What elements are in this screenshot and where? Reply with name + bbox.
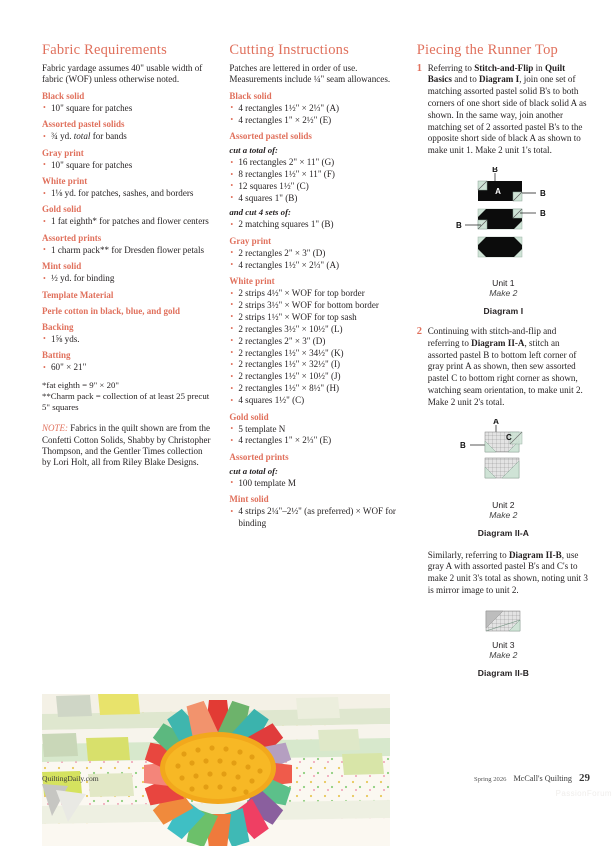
fabric-group-heading: Mint solid <box>42 261 82 272</box>
diagram-I-unit-label <box>417 278 590 298</box>
list-item: • 8 rectangles 1½" × 11" (F) <box>229 169 398 180</box>
list-item: • 2 rectangles 1½" × 8½" (H) <box>229 383 398 394</box>
fabric-group-list <box>42 334 211 345</box>
cutting-group-list <box>229 219 398 230</box>
svg-text:B: B <box>540 189 547 199</box>
list-item: • 4 rectangles 1" × 2½" (E) <box>229 115 398 126</box>
fabric-requirements-heading: Fabric Requirements <box>42 42 168 58</box>
list-item: • 1⅛ yd. for patches, sashes, and borders <box>42 188 211 199</box>
step-number: 1 <box>416 62 422 74</box>
list-item: • 10" square for patches <box>42 103 211 114</box>
fabric-group-list <box>42 103 211 114</box>
diagram-II-A-graphic <box>448 419 558 497</box>
list-item: • 4 strips 2¼"–2½" (as preferred) × WOF for binding <box>229 506 398 529</box>
cutting-subhead: cut a total of: <box>229 465 278 476</box>
list-item: • 12 squares 1½" (C) <box>229 181 398 192</box>
cutting-subhead: cut a total of: <box>229 145 278 156</box>
svg-text:B: B <box>456 221 463 231</box>
fabric-group-list <box>42 362 211 373</box>
list-item: • 4 squares 1½" (C) <box>229 395 398 406</box>
column-fabric-requirements <box>42 42 211 469</box>
fabric-group-list <box>42 160 211 171</box>
svg-text:B: B <box>540 209 547 219</box>
list-item: • 5 template N <box>229 424 398 435</box>
list-item: • 2 strips 4½" × WOF for top border <box>229 288 398 299</box>
list-item: • 2 strips 3½" × WOF for bottom border <box>229 300 398 311</box>
cutting-group-list <box>229 506 398 529</box>
list-item: • ½ yd. for binding <box>42 273 211 284</box>
cutting-group-list <box>229 424 398 447</box>
step-body: Continuing with stitch-and-flip and referring to Diagram II-A, stitch an assorted pastel B to bottom left corner of gray print A as shown, then sew assorted pastel C to bottom right corner as shown, watching seam orientation, to make unit 2. Make 2 unit 2's total. <box>427 326 583 407</box>
note-label: NOTE: <box>42 423 69 434</box>
list-item: • 1 charm pack** for Dresden flower petals <box>42 245 211 256</box>
column-piecing-runner-top <box>417 42 590 678</box>
list-item: • 4 rectangles 1½" × 2⅓" (A) <box>229 103 398 114</box>
cutting-group-list <box>229 288 398 407</box>
diagram-I-caption: Diagram I <box>483 306 524 317</box>
cutting-instructions-intro: Patches are lettered in order of use. Measurements include ¼" seam allowances. <box>229 62 391 85</box>
piecing-heading: Piecing the Runner Top <box>416 42 558 58</box>
diagram-II-B-unit-name: Unit 3 <box>492 639 515 650</box>
cutting-group-list <box>229 157 398 204</box>
list-item: • 4 rectangles 1½" × 2⅓" (A) <box>229 260 398 271</box>
list-item: • 16 rectangles 2" × 11" (G) <box>229 157 398 168</box>
fabric-group-list <box>42 131 211 142</box>
footnote-fat-eighth: *fat eighth = 9" × 20" <box>42 379 119 390</box>
diagram-I <box>417 167 590 316</box>
diagram-II-A-unit-label <box>417 500 590 520</box>
list-item: • 2 strips 1½" × WOF for top sash <box>229 312 398 323</box>
cutting-group-heading: Assorted pastel solids <box>229 131 312 142</box>
diagram-I-unit-name: Unit 1 <box>492 278 515 289</box>
list-item: • 1⅝ yds. <box>42 334 211 345</box>
page-footer <box>42 772 590 784</box>
cutting-instructions-heading: Cutting Instructions <box>229 42 349 58</box>
svg-text:C: C <box>506 432 513 442</box>
svg-text:B: B <box>492 167 499 175</box>
watermark: PassionForum <box>555 789 612 798</box>
cutting-group-heading: Mint solid <box>229 494 269 505</box>
fabric-group-heading: Black solid <box>42 90 85 101</box>
list-item: • 2 rectangles 2" × 3" (D) <box>229 336 398 347</box>
fabric-group-heading: Template Material <box>42 289 114 300</box>
cutting-group-heading: Gold solid <box>229 411 269 422</box>
fabric-group-list <box>42 245 211 256</box>
step-body: Referring to Stitch-and-Flip in Quilt Basics and to Diagram I, join one set of matching assorted pastel solid B's to both corners of one short side of black solid A as shown. In the same way, join another matching set of 2 assorted pastel B's to the opposite short side of black A as shown to make unit 1. Make 2 unit 1's total. <box>427 62 587 156</box>
fabric-group-heading: Batting <box>42 350 71 361</box>
cutting-subhead-secondary: and cut 4 sets of: <box>229 207 291 218</box>
diagram-II-B-unit-label <box>417 640 590 660</box>
diagram-II-A-caption: Diagram II-A <box>477 527 529 538</box>
diagram-II-B-graphic <box>448 607 558 637</box>
fabric-group-heading: Gray print <box>42 147 84 158</box>
diagram-II-B <box>417 607 590 678</box>
fabric-group-list <box>42 273 211 284</box>
list-item: • 2 rectangles 1½" × 10½" (J) <box>229 371 398 382</box>
piecing-step-1 <box>417 63 590 157</box>
list-item: • 4 squares 1" (B) <box>229 193 398 204</box>
piecing-step-3-text: Similarly, referring to Diagram II-B, use gray A with assorted pastel B's and C's to make 2 unit 3's total as shown, noting unit 3 is mirror image to unit 2. <box>427 549 588 596</box>
fabric-group-heading: Backing <box>42 321 74 332</box>
list-item: • 2 rectangles 2" × 3" (D) <box>229 248 398 259</box>
cutting-group-heading: Assorted prints <box>229 451 289 462</box>
svg-text:A: A <box>493 418 500 426</box>
fabric-requirements-intro: Fabric yardage assumes 40" usable width of fabric (WOF) unless otherwise noted. <box>42 62 203 85</box>
list-item: • 2 rectangles 1½" × 32½" (I) <box>229 359 398 370</box>
fabric-group-list <box>42 188 211 199</box>
diagram-II-A-make-count: Make 2 <box>489 509 518 520</box>
piecing-step-2 <box>417 326 590 409</box>
list-item: • 1 fat eighth* for patches and flower centers <box>42 216 211 227</box>
cutting-group-heading: Black solid <box>229 90 272 101</box>
cutting-group-list <box>229 478 398 489</box>
cutting-group-heading: White print <box>229 276 275 287</box>
footer-right-group <box>474 772 590 784</box>
footnote-charm-pack: **Charm pack = collection of at least 25 precut 5" squares <box>42 390 210 412</box>
fabric-group-heading: White print <box>42 176 88 187</box>
footer-page-number: 29 <box>579 772 590 784</box>
fabric-requirement-groups <box>42 91 211 374</box>
note-text: Fabrics in the quilt shown are from the Confetti Cotton Solids, Shabby by Christopher Thompson, and the Gentler Times collection by Lori Holt, all from Riley Blake Designs. <box>42 423 211 468</box>
quilt-photo <box>42 694 390 846</box>
list-item: • ¾ yd. total for bands <box>42 131 211 142</box>
fabric-group-heading: Assorted pastel solids <box>42 119 125 130</box>
svg-text:A: A <box>495 187 502 197</box>
diagram-II-B-caption: Diagram II-B <box>477 667 529 678</box>
list-item: • 10" square for patches <box>42 160 211 171</box>
diagram-I-graphic <box>448 167 558 275</box>
cutting-group-list <box>229 248 398 271</box>
cutting-groups <box>229 91 398 529</box>
list-item: • 2 rectangles 1½" × 34½" (K) <box>229 348 398 359</box>
list-item: • 4 rectangles 1" × 2⅓" (E) <box>229 435 398 446</box>
footer-magazine-name: McCall's Quilting <box>513 774 572 783</box>
diagram-II-A <box>417 419 590 538</box>
footer-website[interactable]: QuiltingDaily.com <box>42 774 99 783</box>
diagram-II-B-make-count: Make 2 <box>489 649 518 660</box>
step-number: 2 <box>416 326 422 338</box>
list-item: • 60" × 21" <box>42 362 211 373</box>
cutting-group-list <box>229 103 398 126</box>
diagram-I-make-count: Make 2 <box>489 288 518 299</box>
column-cutting-instructions <box>229 42 398 530</box>
fabric-group-list <box>42 216 211 227</box>
cutting-group-heading: Gray print <box>229 235 272 246</box>
fabric-group-heading: Perle cotton in black, blue, and gold <box>42 305 181 316</box>
quilt-photo-graphic <box>42 694 390 846</box>
three-column-layout <box>42 42 590 678</box>
svg-text:B: B <box>460 440 467 450</box>
list-item: • 2 rectangles 3½" × 10½" (L) <box>229 324 398 335</box>
fabric-group-heading: Gold solid <box>42 204 82 215</box>
list-item: • 100 template M <box>229 478 398 489</box>
fabric-note <box>42 423 211 469</box>
footer-issue: Spring 2026 <box>474 776 507 783</box>
list-item: • 2 matching squares 1" (B) <box>229 219 398 230</box>
fabric-group-heading: Assorted prints <box>42 232 102 243</box>
diagram-II-A-unit-name: Unit 2 <box>492 499 515 510</box>
